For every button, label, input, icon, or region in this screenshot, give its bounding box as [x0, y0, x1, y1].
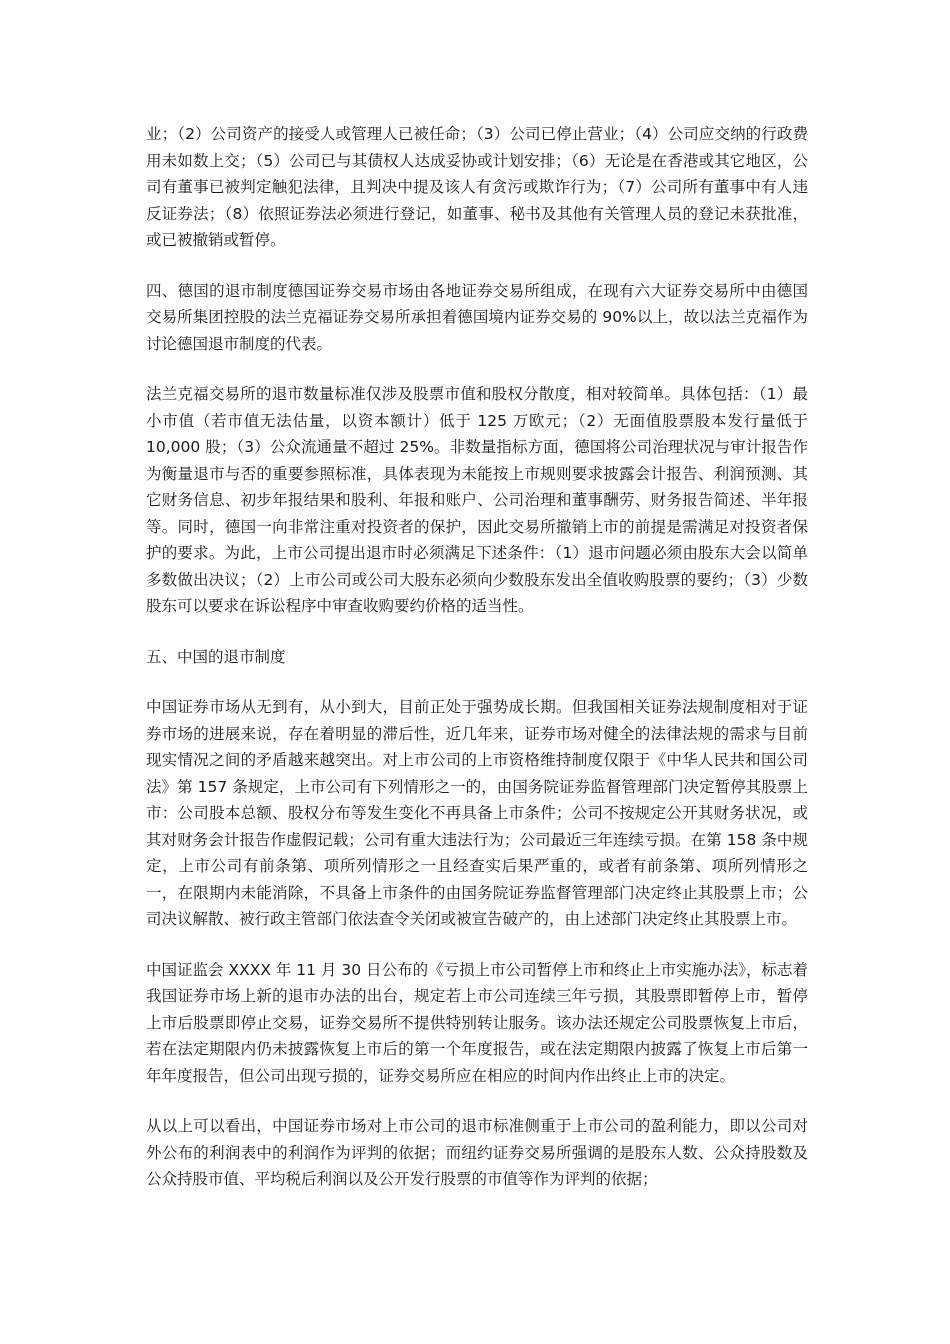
paragraph-germany-intro: 四、德国的退市制度德国证券交易市场由各地证券交易所组成，在现有六大证券交易所中由德国交易所集团控股的法兰克福证券交易所承担着德国境内证券交易的 90%以上，故以法兰克福作为讨论德国退市制度的代表。 [146, 281, 808, 353]
section-heading-china: 五、中国的退市制度 [146, 647, 286, 666]
paragraph-csrc-measures: 中国证监会 XXXX 年 11 月 30 日公布的《亏损上市公司暂停上市和终止上市实施办法》，标志着我国证券市场上新的退市办法的出台，规定若上市公司连续三年亏损，其股票即暂停上市，暂停上市后股票即停止交易，证券交易所不提供特别转让服务。该办法还规定公司股票恢复上市后，若在法定期限内仍未披露恢复上市后的第一个年度报告，或在法定期限内披露了恢复上市后第一年年度报告，但公司出现亏损的，证券交易所应在相应的时间内作出终止上市的决定。 [146, 960, 808, 1085]
paragraph-frankfurt-standards: 法兰克福交易所的退市数量标准仅涉及股票市值和股权分散度，相对较简单。具体包括：（1）最小市值（若市值无法估量，以资本额计）低于 125 万欧元；（2）无面值股票股本发行量低于 10,000 股；（3）公众流通量不超过 25%。非数量指标方面，德国将公司治理状况与审计报告作为衡量退市与否的重要参照标准，具体表现为未能按上市规则要求披露会计报告、利润预测、其它财务信息、初步年报结果和股利、年报和账户、公司治理和董事酬劳、财务报告简述、半年报等。同时，德国一向非常注重对投资者的保护，因此交易所撤销上市的前提是需满足对投资者保护的要求。为此，上市公司提出退市时必须满足下述条件：（1）退市问题必须由股东大会以简单多数做出决议；（2）上市公司或公司大股东必须向少数股东发出全值收购股票的要约；（3）少数股东可以要求在诉讼程序中审查收购要约价格的适当性。 [146, 385, 808, 615]
paragraph-comparison: 从以上可以看出，中国证券市场对上市公司的退市标准侧重于上市公司的盈利能力，即以公司对外公布的利润表中的利润作为评判的依据；而纽约证券交易所强调的是股东人数、公众持股数及公众持股市值、平均税后利润以及公开发行股票的市值等作为评判的依据； [146, 1117, 808, 1188]
paragraph-china-market: 中国证券市场从无到有，从小到大，目前正处于强势成长期。但我国相关证券法规制度相对于证券市场的进展来说，存在着明显的滞后性，近几年来，证券市场对健全的法律法规的需求与目前现实情况之间的矛盾越来越突出。对上市公司的上市资格维持制度仅限于《中华人民共和国公司法》第 157 条规定，上市公司有下列情形之一的，由国务院证券监督管理部门决定暂停其股票上市：公司股本总额、股权分布等发生变化不再具备上市条件；公司不按规定公开其财务状况，或其对财务会计报告作虚假记载；公司有重大违法行为；公司最近三年连续亏损。在第 158 条中规定，上市公司有前条第、项所列情形之一且经查实后果严重的，或者有前条第、项所列情形之一，在限期内未能消除，不具备上市条件的由国务院证券监督管理部门决定终止其股票上市；公司决议解散、被行政主管部门依法查令关闭或被宣告破产的，由上述部门决定终止其股票上市。 [146, 698, 808, 928]
document-body [146, 121, 808, 1217]
paragraph-hk-delisting-conditions: 业；（2）公司资产的接受人或管理人已被任命；（3）公司已停止营业；（4）公司应交纳的行政费用未如数上交；（5）公司已与其债权人达成妥协或计划安排；（6）无论是在香港或其它地区，公司有董事已被判定触犯法律，且判决中提及该人有贪污或欺诈行为；（7）公司所有董事中有人违反证券法；（8）依照证券法必须进行登记，如董事、秘书及其他有关管理人员的登记未获批准，或已被撤销或暂停。 [146, 125, 808, 249]
